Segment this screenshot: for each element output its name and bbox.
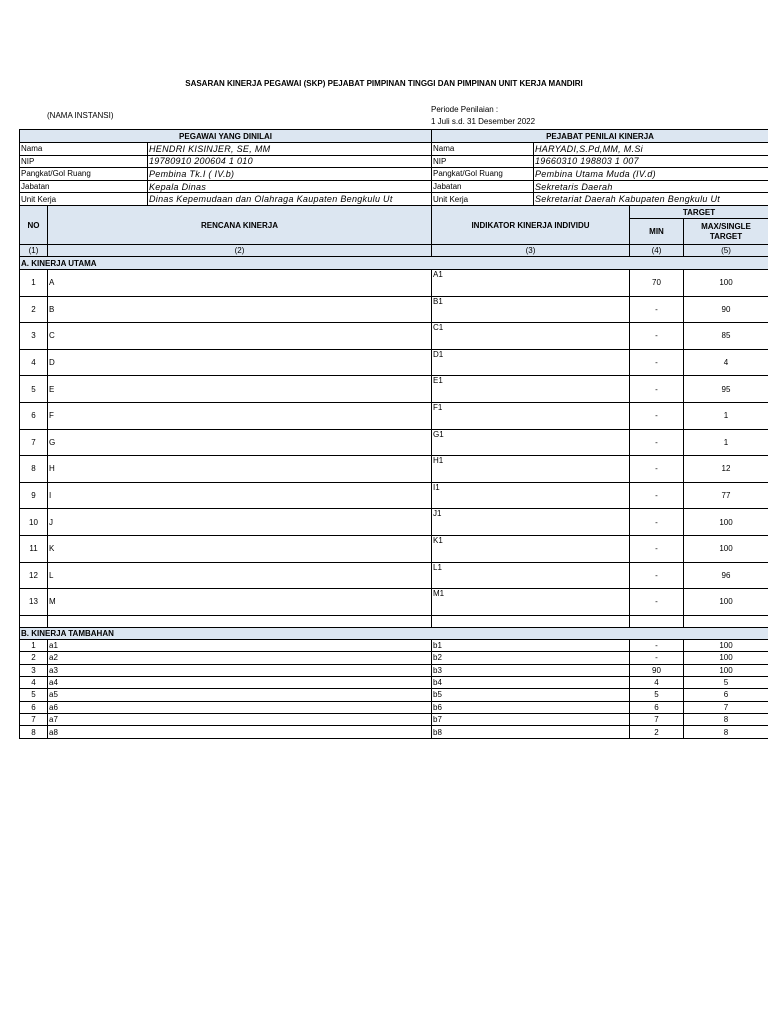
pejabat-value: 19660310 198803 1 007 — [534, 155, 768, 168]
row-no: 7 — [20, 429, 48, 456]
identity-table — [19, 129, 768, 206]
pejabat-label: Pangkat/Gol Ruang — [432, 168, 534, 181]
row-max: 100 — [684, 509, 768, 536]
kinerja-utama-row — [20, 270, 768, 297]
row-indikator: B1 — [432, 296, 630, 323]
row-max: 4 — [684, 349, 768, 376]
row-max: 1 — [684, 429, 768, 456]
row-min: - — [630, 509, 684, 536]
periode-label: Periode Penilaian : — [431, 105, 499, 114]
periode-value: 1 Juli s.d. 31 Desember 2022 — [431, 117, 536, 126]
row-no: 13 — [20, 589, 48, 616]
row-rencana: a3 — [48, 664, 432, 676]
row-max: 6 — [684, 689, 768, 701]
row-no: 10 — [20, 509, 48, 536]
kinerja-utama-row — [20, 402, 768, 429]
row-min: 2 — [630, 726, 684, 738]
row-max: 77 — [684, 482, 768, 509]
row-max: 12 — [684, 456, 768, 483]
row-rencana: a2 — [48, 652, 432, 664]
row-min: - — [630, 562, 684, 589]
col-no-header: NO — [20, 206, 48, 245]
pegawai-value: Dinas Kepemudaan dan Olahraga Kaupaten Bengkulu Ut — [148, 193, 432, 206]
pegawai-label: Nama — [20, 143, 148, 156]
row-indikator: J1 — [432, 509, 630, 536]
kinerja-tambahan-row — [20, 701, 768, 713]
row-indikator: K1 — [432, 535, 630, 562]
row-rencana: L — [48, 562, 432, 589]
row-max: 100 — [684, 535, 768, 562]
row-indikator: b2 — [432, 652, 630, 664]
pejabat-value: Sekretariat Daerah Kabupaten Bengkulu Ut — [534, 193, 768, 206]
row-no: 6 — [20, 701, 48, 713]
row-indikator: M1 — [432, 589, 630, 616]
row-max: 8 — [684, 714, 768, 726]
row-min: - — [630, 589, 684, 616]
pegawai-label: Pangkat/Gol Ruang — [20, 168, 148, 181]
col-indikator-header: INDIKATOR KINERJA INDIVIDU — [432, 206, 630, 245]
row-no: 7 — [20, 714, 48, 726]
document-title: SASARAN KINERJA PEGAWAI (SKP) PEJABAT PIMPINAN TINGGI DAN PIMPINAN UNIT KERJA MANDIRI — [185, 79, 583, 88]
row-rencana: E — [48, 376, 432, 403]
row-no: 5 — [20, 376, 48, 403]
col-num-4: (4) — [630, 245, 684, 257]
row-min: - — [630, 535, 684, 562]
kinerja-tambahan-row — [20, 689, 768, 701]
row-max: 8 — [684, 726, 768, 738]
row-rencana: G — [48, 429, 432, 456]
row-no: 2 — [20, 652, 48, 664]
row-min: - — [630, 639, 684, 651]
row-no: 8 — [20, 456, 48, 483]
row-rencana: K — [48, 535, 432, 562]
col-num-1: (1) — [20, 245, 48, 257]
kinerja-utama-row — [20, 509, 768, 536]
col-max-header-line1: MAX/SINGLE — [701, 221, 751, 231]
row-rencana: I — [48, 482, 432, 509]
row-min: - — [630, 456, 684, 483]
row-indikator: A1 — [432, 270, 630, 297]
col-rencana-header: RENCANA KINERJA — [48, 206, 432, 245]
pejabat-label: NIP — [432, 155, 534, 168]
pegawai-label: Unit Kerja — [20, 193, 148, 206]
row-rencana: F — [48, 402, 432, 429]
row-rencana: D — [48, 349, 432, 376]
row-indikator: b5 — [432, 689, 630, 701]
kinerja-tambahan-row — [20, 676, 768, 688]
col-num-2: (2) — [48, 245, 432, 257]
kinerja-utama-row — [20, 376, 768, 403]
row-min: - — [630, 296, 684, 323]
row-rencana: J — [48, 509, 432, 536]
row-max: 90 — [684, 296, 768, 323]
row-no: 1 — [20, 639, 48, 651]
row-no: 3 — [20, 664, 48, 676]
identity-row — [20, 155, 768, 168]
row-rencana: a8 — [48, 726, 432, 738]
col-max-header-line2: TARGET — [709, 231, 743, 241]
pegawai-value: HENDRI KISINJER, SE, MM — [148, 143, 432, 156]
row-rencana: C — [48, 323, 432, 350]
identity-row — [20, 180, 768, 193]
row-indikator: b8 — [432, 726, 630, 738]
pejabat-value: Sekretaris Daerah — [534, 180, 768, 193]
row-indikator: b6 — [432, 701, 630, 713]
row-rencana: a5 — [48, 689, 432, 701]
row-min: 6 — [630, 701, 684, 713]
row-no: 6 — [20, 402, 48, 429]
identity-row — [20, 193, 768, 206]
row-indikator: L1 — [432, 562, 630, 589]
kinerja-utama-row — [20, 323, 768, 350]
row-rencana: a1 — [48, 639, 432, 651]
row-max: 95 — [684, 376, 768, 403]
row-indikator: b7 — [432, 714, 630, 726]
col-target-header: TARGET — [630, 206, 768, 219]
row-no: 11 — [20, 535, 48, 562]
row-indikator: I1 — [432, 482, 630, 509]
spacer-cell — [432, 615, 630, 627]
pejabat-label: Nama — [432, 143, 534, 156]
section-kinerja-tambahan: B. KINERJA TAMBAHAN — [20, 627, 768, 639]
row-max: 100 — [684, 270, 768, 297]
row-indikator: E1 — [432, 376, 630, 403]
kinerja-tambahan-row — [20, 652, 768, 664]
kinerja-utama-row — [20, 482, 768, 509]
pegawai-header: PEGAWAI YANG DINILAI — [20, 130, 432, 143]
pejabat-header: PEJABAT PENILAI KINERJA — [432, 130, 768, 143]
pegawai-label: Jabatan — [20, 180, 148, 193]
kinerja-tambahan-row — [20, 639, 768, 651]
row-rencana: H — [48, 456, 432, 483]
row-max: 100 — [684, 664, 768, 676]
row-indikator: D1 — [432, 349, 630, 376]
row-min: - — [630, 652, 684, 664]
row-rencana: a4 — [48, 676, 432, 688]
row-min: - — [630, 376, 684, 403]
row-indikator: C1 — [432, 323, 630, 350]
spacer-cell — [684, 615, 768, 627]
row-min: 70 — [630, 270, 684, 297]
row-min: - — [630, 323, 684, 350]
kinerja-utama-row — [20, 429, 768, 456]
row-min: - — [630, 429, 684, 456]
pejabat-value: Pembina Utama Muda (IV.d) — [534, 168, 768, 181]
row-min: 4 — [630, 676, 684, 688]
row-no: 12 — [20, 562, 48, 589]
row-max: 100 — [684, 652, 768, 664]
kinerja-utama-row — [20, 296, 768, 323]
row-indikator: F1 — [432, 402, 630, 429]
row-indikator: b4 — [432, 676, 630, 688]
row-max: 100 — [684, 589, 768, 616]
row-max: 7 — [684, 701, 768, 713]
kinerja-tambahan-row — [20, 714, 768, 726]
row-no: 2 — [20, 296, 48, 323]
nama-instansi: (NAMA INSTANSI) — [47, 111, 114, 120]
row-no: 5 — [20, 689, 48, 701]
pegawai-value: Pembina Tk.I ( IV.b) — [148, 168, 432, 181]
identity-row — [20, 168, 768, 181]
identity-row — [20, 143, 768, 156]
kinerja-utama-row — [20, 349, 768, 376]
row-rencana: a7 — [48, 714, 432, 726]
row-min: - — [630, 482, 684, 509]
kinerja-utama-row — [20, 456, 768, 483]
row-no: 4 — [20, 349, 48, 376]
row-max: 1 — [684, 402, 768, 429]
row-min: - — [630, 349, 684, 376]
kinerja-utama-row — [20, 562, 768, 589]
row-indikator: G1 — [432, 429, 630, 456]
row-no: 1 — [20, 270, 48, 297]
col-num-5: (5) — [684, 245, 768, 257]
spacer-cell — [20, 615, 48, 627]
row-max: 96 — [684, 562, 768, 589]
row-min: 90 — [630, 664, 684, 676]
section-kinerja-utama: A. KINERJA UTAMA — [20, 257, 768, 270]
row-indikator: b1 — [432, 639, 630, 651]
row-rencana: B — [48, 296, 432, 323]
row-max: 100 — [684, 639, 768, 651]
row-no: 8 — [20, 726, 48, 738]
row-rencana: A — [48, 270, 432, 297]
pegawai-label: NIP — [20, 155, 148, 168]
pegawai-value: 19780910 200604 1 010 — [148, 155, 432, 168]
pejabat-label: Jabatan — [432, 180, 534, 193]
row-indikator: b3 — [432, 664, 630, 676]
spacer-cell — [630, 615, 684, 627]
col-max-header — [684, 219, 768, 245]
col-num-3: (3) — [432, 245, 630, 257]
periode-penilaian — [431, 104, 535, 128]
row-min: 5 — [630, 689, 684, 701]
row-min: 7 — [630, 714, 684, 726]
kinerja-tambahan-row — [20, 726, 768, 738]
row-rencana: a6 — [48, 701, 432, 713]
pejabat-label: Unit Kerja — [432, 193, 534, 206]
row-no: 9 — [20, 482, 48, 509]
row-max: 5 — [684, 676, 768, 688]
col-min-header: MIN — [630, 219, 684, 245]
row-indikator: H1 — [432, 456, 630, 483]
kinerja-tambahan-row — [20, 664, 768, 676]
row-min: - — [630, 402, 684, 429]
row-no: 4 — [20, 676, 48, 688]
kinerja-utama-row — [20, 589, 768, 616]
row-rencana: M — [48, 589, 432, 616]
skp-table — [19, 205, 768, 739]
pejabat-value: HARYADI,S.Pd,MM, M.Si — [534, 143, 768, 156]
kinerja-utama-row — [20, 535, 768, 562]
row-max: 85 — [684, 323, 768, 350]
row-no: 3 — [20, 323, 48, 350]
spacer-cell — [48, 615, 432, 627]
pegawai-value: Kepala Dinas — [148, 180, 432, 193]
